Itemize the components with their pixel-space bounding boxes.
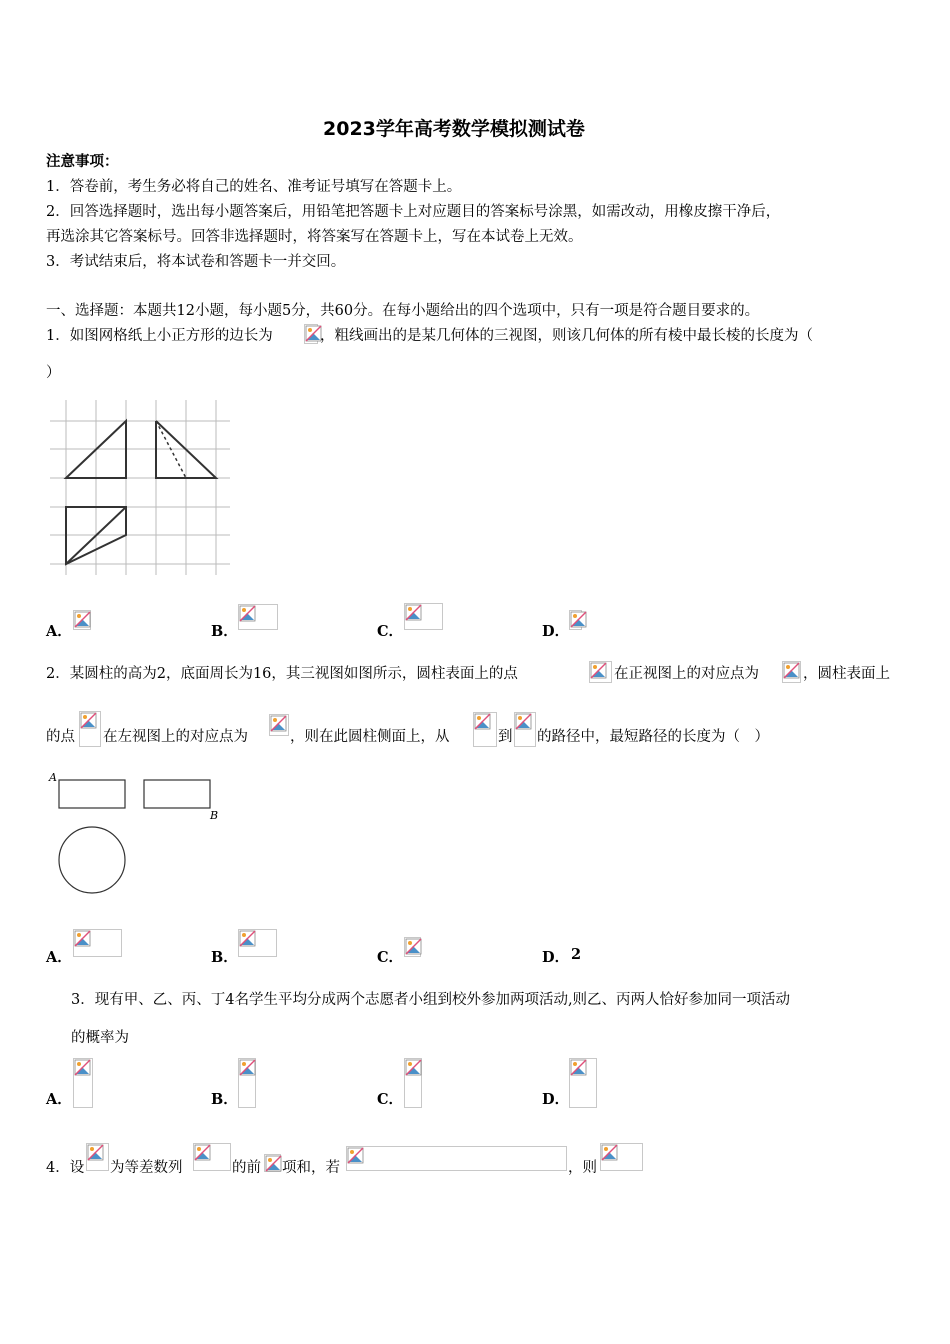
broken-image-icon <box>74 930 91 947</box>
broken-image-icon <box>194 1144 211 1161</box>
option-label: D． <box>542 949 570 966</box>
broken-image-icon <box>474 713 491 730</box>
q3-text: 的概率为 <box>71 1030 129 1046</box>
formula-image <box>569 1058 597 1108</box>
broken-image-icon <box>515 713 532 730</box>
broken-image-icon <box>74 611 91 628</box>
broken-image-icon <box>87 1144 104 1161</box>
formula-image <box>238 604 278 630</box>
q4-text: ，则 <box>568 1160 597 1176</box>
broken-image-icon <box>80 712 97 729</box>
q2-text: 在正视图上的对应点为 <box>614 666 759 682</box>
notice-item: 再选涂其它答案标号。回答非选择题时，将答案写在答题卡上，写在本试卷上无效。 <box>46 229 583 245</box>
formula-image <box>346 1146 567 1171</box>
q2-text: ，则在此圆柱侧面上，从 <box>290 729 450 745</box>
option-label: B． <box>211 949 238 966</box>
formula-image <box>73 929 122 957</box>
option-label: D． <box>542 623 570 640</box>
formula-image <box>514 712 536 747</box>
formula-image <box>782 661 801 683</box>
formula-image <box>589 661 612 683</box>
q2-text: 到 <box>498 729 513 745</box>
formula-image <box>73 1058 93 1108</box>
option-label: A． <box>46 623 72 640</box>
three-view-grid-figure <box>46 400 236 580</box>
formula-image <box>269 714 289 736</box>
q2-text: 在左视图上的对应点为 <box>103 729 248 745</box>
q4-text: 项和，若 <box>282 1160 340 1176</box>
notice-heading: 注意事项： <box>46 153 119 170</box>
q2-text: 2．某圆柱的高为2，底面周长为16，其三视图如图所示，圆柱表面上的点 <box>46 666 518 682</box>
formula-image <box>238 929 277 957</box>
formula-image <box>264 1154 281 1172</box>
broken-image-icon <box>74 1059 91 1076</box>
broken-image-icon <box>347 1147 364 1164</box>
q3-text: 3．现有甲、乙、丙、丁4名学生平均分成两个志愿者小组到校外参加两项活动,则乙、丙两人恰好参加同一项活动 <box>71 992 791 1008</box>
broken-image-icon <box>239 605 256 622</box>
point-label-a: A <box>49 771 57 784</box>
broken-image-icon <box>570 1059 587 1076</box>
page-title: 2023学年高考数学模拟测试卷 <box>323 118 585 140</box>
notice-item: 3．考试结束后，将本试卷和答题卡一并交回。 <box>46 254 346 270</box>
formula-image <box>238 1058 256 1108</box>
formula-image <box>404 1058 422 1108</box>
section-heading: 一、选择题：本题共12小题，每小题5分，共60分。在每小题给出的四个选项中，只有一项是符合题目要求的。 <box>46 303 760 319</box>
broken-image-icon <box>239 930 256 947</box>
broken-image-icon <box>270 715 287 732</box>
option-label: C． <box>377 623 404 640</box>
formula-image <box>193 1143 231 1171</box>
formula-image <box>569 610 582 630</box>
formula-image <box>79 711 101 747</box>
q1-text: ） <box>46 365 61 381</box>
broken-image-icon <box>783 662 800 679</box>
q1-text: ，粗线画出的是某几何体的三视图，则该几何体的所有棱中最长棱的长度为（ <box>320 328 813 344</box>
broken-image-icon <box>590 662 607 679</box>
broken-image-icon <box>265 1155 282 1172</box>
option-label: A． <box>46 1091 72 1108</box>
option-value: 2 <box>571 946 582 963</box>
point-label-b: B <box>210 809 219 822</box>
notice-item: 1．答卷前，考生务必将自己的姓名、准考证号填写在答题卡上。 <box>46 179 462 195</box>
broken-image-icon <box>405 1059 422 1076</box>
formula-image <box>404 603 443 630</box>
q2-text: ，圆柱表面上 <box>803 666 890 682</box>
broken-image-icon <box>405 604 422 621</box>
formula-image <box>404 937 421 957</box>
q4-text: 为等差数列 <box>110 1160 183 1176</box>
q4-text: 4．设 <box>46 1160 85 1176</box>
q4-text: 的前 <box>232 1160 261 1176</box>
option-label: A． <box>46 949 72 966</box>
q2-text: 的点 <box>46 729 75 745</box>
notice-item: 2．回答选择题时，选出每小题答案后，用铅笔把答题卡上对应题目的答案标号涂黑，如需改动，用橡皮擦干净后， <box>46 204 781 220</box>
option-label: B． <box>211 1091 238 1108</box>
broken-image-icon <box>601 1144 618 1161</box>
formula-image <box>304 324 318 344</box>
broken-image-icon <box>570 611 587 628</box>
formula-image <box>73 610 91 630</box>
q2-text: 的路径中，最短路径的长度为（ ） <box>537 729 769 745</box>
broken-image-icon <box>405 938 422 955</box>
formula-image <box>473 712 497 747</box>
option-label: C． <box>377 949 404 966</box>
option-label: D． <box>542 1091 570 1108</box>
cylinder-three-view-figure <box>46 770 236 900</box>
formula-image <box>86 1143 109 1171</box>
option-label: C． <box>377 1091 404 1108</box>
q1-text: 1．如图网格纸上小正方形的边长为 <box>46 328 273 344</box>
broken-image-icon <box>239 1059 256 1076</box>
option-label: B． <box>211 623 238 640</box>
formula-image <box>600 1143 643 1171</box>
